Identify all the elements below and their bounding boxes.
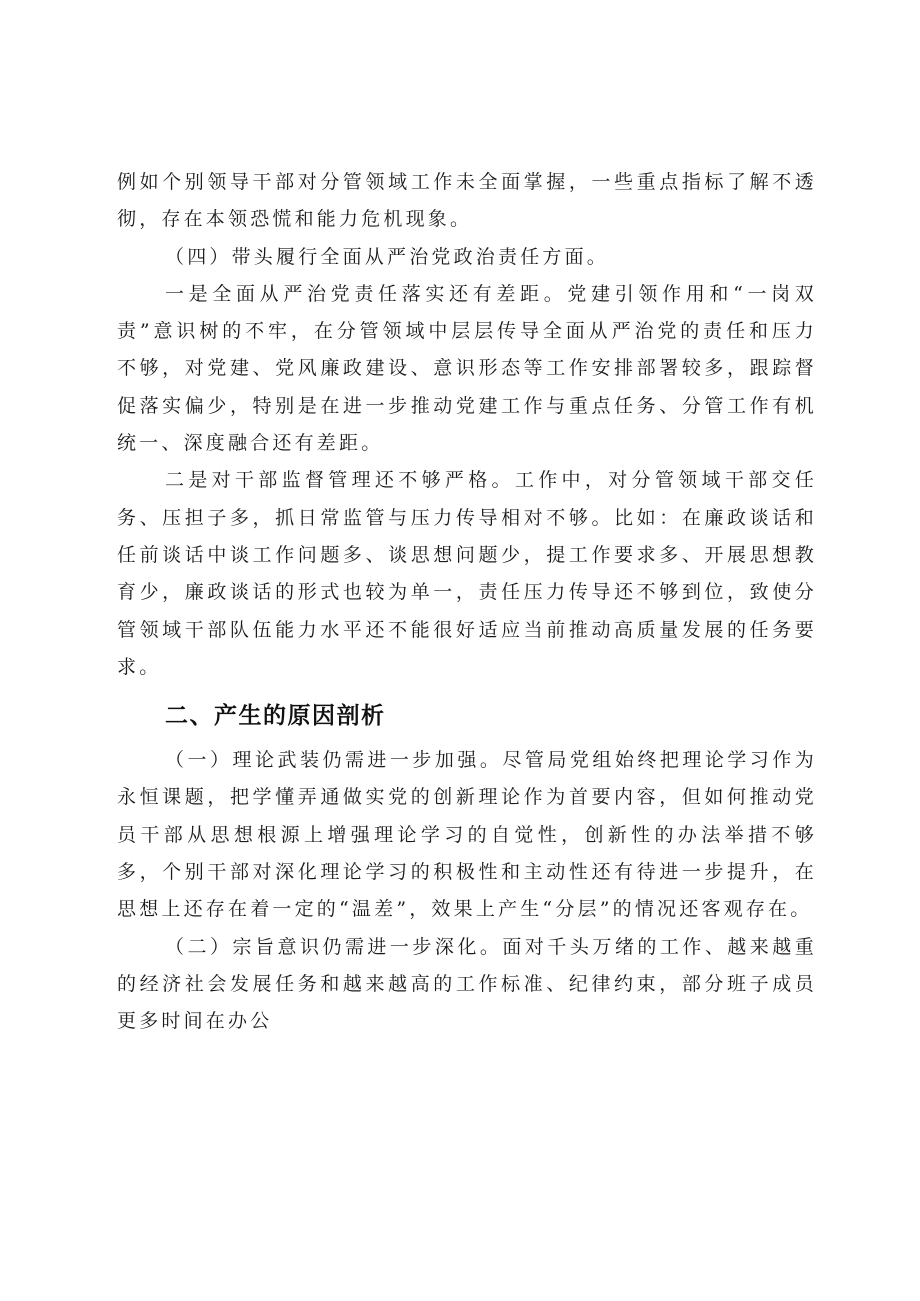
- paragraph-continuation: 例如个别领导干部对分管领域工作未全面掌握，一些重点指标了解不透彻，存在本领恐慌和能力危机现象。: [117, 171, 817, 231]
- document-body: [117, 164, 817, 1041]
- section-heading: 二、产生的原因剖析: [165, 703, 386, 730]
- paragraph-point-one: 一是全面从严治党责任落实还有差距。党建引领作用和“一岗双责”意识树的不牢，在分管领域中层层传导全面从严治党的责任和压力不够，对党建、党风廉政建设、意识形态等工作安排部署较多，跟踪督促落实偏少，特别是在进一步推动党建工作与重点任务、分管工作有机统一、深度融合还有差距。: [117, 282, 817, 455]
- paragraph-subheading-four: （四）带头履行全面从严治党政治责任方面。: [165, 245, 610, 268]
- paragraph-cause-one: （一）理论武装仍需进一步加强。尽管局党组始终把理论学习作为永恒课题，把学懂弄通做实党的创新理论作为首要内容，但如何推动党员干部从思想根源上增强理论学习的自觉性，创新性的办法举措不够多，个别干部对深化理论学习的积极性和主动性还有待进一步提升，在思想上还存在着一定的“温差”，效果上产生“分层”的情况还客观存在。: [117, 749, 817, 921]
- paragraph-cause-two: （二）宗旨意识仍需进一步深化。面对千头万绪的工作、越来越重的经济社会发展任务和越来越高的工作标准、纪律约束，部分班子成员更多时间在办公: [117, 935, 817, 1033]
- paragraph-point-two: 二是对干部监督管理还不够严格。工作中，对分管领域干部交任务、压担子多，抓日常监管与压力传导相对不够。比如：在廉政谈话和任前谈话中谈工作问题多、谈思想问题少，提工作要求多、开展思想教育少，廉政谈话的形式也较为单一，责任压力传导还不够到位，致使分管领域干部队伍能力水平还不能很好适应当前推动高质量发展的任务要求。: [117, 469, 817, 678]
